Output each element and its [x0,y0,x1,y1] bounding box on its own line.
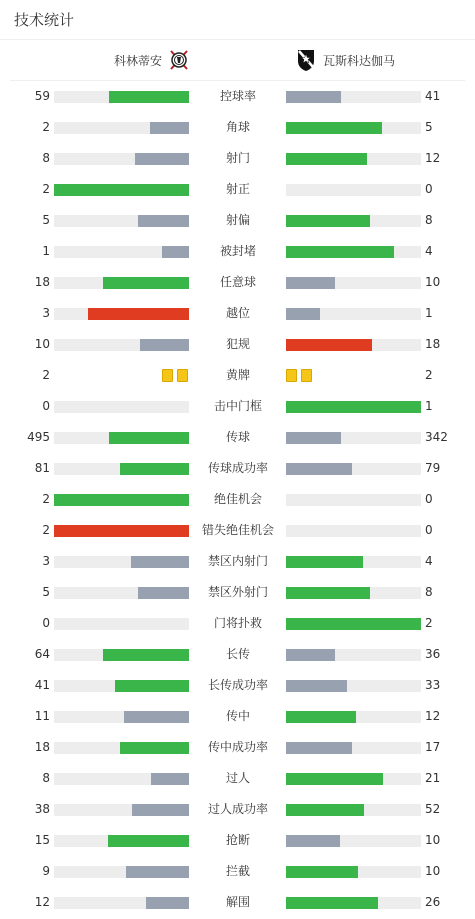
stat-row [0,639,475,670]
yellow-card-icon [301,369,312,382]
home-stat-bar [54,649,189,661]
home-stat-bar [54,773,189,785]
stat-row [0,577,475,608]
away-stat-bar-fill [286,153,367,165]
home-stat-value: 59 [34,89,50,103]
away-stat-bar-fill [286,556,363,568]
away-stat-value: 342 [425,430,448,444]
stat-label: 犯规 [225,337,250,351]
home-stat-bar [54,618,189,630]
home-stat-bar-fill [54,184,189,196]
away-stat-value: 2 [425,368,433,382]
home-stat-bar [54,804,189,816]
away-stat-bar [286,122,421,134]
away-stat-value: 1 [425,306,433,320]
away-stat-value: 4 [425,244,433,258]
stat-row [0,81,475,112]
stat-row [0,422,475,453]
stat-label: 错失绝佳机会 [201,523,274,537]
stat-row [0,794,475,825]
home-stat-bar [54,556,189,568]
away-stat-bar-fill [286,618,421,630]
away-stat-bar-fill [286,649,335,661]
home-stat-value: 2 [42,120,50,134]
stat-label: 被封堵 [219,244,256,258]
away-stat-bar-fill [286,432,341,444]
away-stat-bar-fill [286,680,347,692]
away-stat-bar-fill [286,587,370,599]
away-stat-bar [286,525,421,537]
home-stat-value: 0 [42,399,50,413]
stat-label: 长传成功率 [207,678,268,692]
stat-row [0,608,475,639]
home-stat-bar-fill [150,122,189,134]
away-stat-bar [286,649,421,661]
away-stat-value: 0 [425,492,433,506]
stat-row [0,701,475,732]
stat-label: 击中门框 [213,399,262,413]
home-stat-value: 3 [42,554,50,568]
home-stat-value: 5 [42,585,50,599]
home-stat-bar [54,866,189,878]
away-stat-value: 21 [425,771,441,785]
away-stat-bar-fill [286,866,358,878]
away-stat-bar [286,494,421,506]
home-stat-value: 64 [34,647,50,661]
away-stat-bar [286,773,421,785]
stat-row [0,763,475,794]
home-stat-bar-fill [115,680,189,692]
away-stat-bar [286,339,421,351]
home-stat-value: 3 [42,306,50,320]
yellow-card-icon [286,369,297,382]
home-stat-bar [54,680,189,692]
away-stat-bar-fill [286,835,340,847]
away-stat-bar [286,711,421,723]
away-stat-bar [286,153,421,165]
away-stat-bar [286,184,421,196]
page-title: 技术统计 [0,0,475,40]
home-stat-bar [54,401,189,413]
home-stat-bar [54,277,189,289]
home-stat-bar-fill [135,153,189,165]
home-stat-bar [54,711,189,723]
away-stat-bar [286,215,421,227]
home-stat-value: 2 [42,492,50,506]
home-yellow-cards [162,369,188,383]
away-stat-value: 10 [425,864,441,878]
home-stat-bar [54,463,189,475]
stat-label: 传球 [225,430,250,444]
home-stat-bar [54,122,189,134]
home-stat-value: 2 [42,182,50,196]
stat-label: 射正 [225,182,250,196]
home-stat-value: 15 [34,833,50,847]
away-team[interactable] [295,40,395,80]
home-stat-bar [54,91,189,103]
home-stat-bar-fill [109,432,189,444]
home-stat-bar-fill [54,494,189,506]
away-stat-value: 36 [425,647,441,661]
away-stat-value: 0 [425,523,433,537]
away-stat-value: 12 [425,709,441,723]
stat-label: 禁区内射门 [207,554,268,568]
away-stat-bar [286,246,421,258]
stat-row [0,205,475,236]
home-stat-bar [54,432,189,444]
stat-label: 禁区外射门 [207,585,268,599]
stat-row [0,391,475,422]
away-stat-bar [286,618,421,630]
stat-row [0,236,475,267]
home-stat-value: 5 [42,213,50,227]
home-stat-bar-fill [138,587,189,599]
home-stat-value: 18 [34,740,50,754]
home-stat-value: 2 [42,523,50,537]
away-stat-value: 52 [425,802,441,816]
stat-row [0,143,475,174]
stat-label: 传中成功率 [207,740,268,754]
away-stat-value: 2 [425,616,433,630]
yellow-card-icon [177,369,188,382]
stat-label: 门将扑救 [213,616,262,630]
home-stat-value: 0 [42,616,50,630]
away-stat-bar [286,835,421,847]
away-stat-value: 4 [425,554,433,568]
away-stat-value: 1 [425,399,433,413]
stat-row [0,887,475,918]
home-stat-value: 12 [34,895,50,909]
away-stat-bar-fill [286,308,320,320]
home-stat-bar-fill [120,463,189,475]
home-stat-bar [54,215,189,227]
home-stat-bar-fill [88,308,189,320]
home-stat-value: 8 [42,151,50,165]
home-stat-bar-fill [108,835,189,847]
away-stat-bar-fill [286,711,356,723]
away-stat-bar-fill [286,742,352,754]
away-stat-bar-fill [286,804,364,816]
home-stat-bar [54,184,189,196]
stat-label: 过人 [225,771,250,785]
away-stat-bar-fill [286,277,335,289]
stats-list [0,81,475,918]
home-stat-bar [54,835,189,847]
stat-row [0,174,475,205]
home-stat-bar-fill [131,556,189,568]
stat-label: 任意球 [219,275,256,289]
away-stat-bar [286,463,421,475]
away-stat-bar [286,742,421,754]
away-yellow-cards [286,369,312,383]
stat-row [0,484,475,515]
away-stat-bar-fill [286,897,378,909]
home-stat-value: 10 [34,337,50,351]
stat-row [0,825,475,856]
yellow-card-icon [162,369,173,382]
stat-row [0,112,475,143]
stat-row [0,670,475,701]
stat-label: 射偏 [225,213,250,227]
away-stat-value: 8 [425,585,433,599]
home-stat-bar-fill [140,339,189,351]
home-stat-bar [54,339,189,351]
home-stat-bar-fill [109,91,189,103]
away-stat-bar [286,897,421,909]
stat-label: 传球成功率 [207,461,268,475]
stat-row [0,732,475,763]
home-stat-bar [54,525,189,537]
home-stat-value: 11 [34,709,50,723]
stat-label: 绝佳机会 [213,492,262,506]
away-stat-value: 5 [425,120,433,134]
away-stat-value: 18 [425,337,441,351]
stat-row [0,329,475,360]
away-stat-bar [286,680,421,692]
home-stat-value: 9 [42,864,50,878]
stat-label: 传中 [225,709,250,723]
home-stat-value: 2 [42,368,50,382]
stat-label: 射门 [225,151,250,165]
stat-row [0,856,475,887]
stat-label: 控球率 [219,89,256,103]
away-stat-value: 10 [425,275,441,289]
stat-row [0,267,475,298]
home-stat-bar [54,742,189,754]
away-stat-bar [286,401,421,413]
away-stat-bar [286,866,421,878]
home-stat-bar-fill [151,773,189,785]
stat-row [0,298,475,329]
stat-label: 长传 [225,647,250,661]
away-stat-value: 12 [425,151,441,165]
away-stat-bar [286,804,421,816]
stat-label: 黄牌 [225,368,250,382]
away-stat-bar-fill [286,122,382,134]
home-stat-bar-fill [146,897,189,909]
stat-row [0,453,475,484]
away-stat-value: 79 [425,461,441,475]
stat-label: 过人成功率 [207,802,268,816]
home-stat-value: 1 [42,244,50,258]
home-stat-bar-fill [138,215,189,227]
away-stat-bar-fill [286,463,352,475]
home-stat-bar-fill [120,742,189,754]
away-stat-value: 0 [425,182,433,196]
away-stat-bar-fill [286,215,370,227]
home-team-name: 科林蒂安 [113,53,162,68]
home-stat-bar-fill [132,804,189,816]
stat-label: 角球 [225,120,250,134]
away-stat-value: 33 [425,678,441,692]
home-stat-bar-fill [124,711,189,723]
away-stat-value: 10 [425,833,441,847]
away-stat-bar-fill [286,401,421,413]
home-stat-bar-fill [162,246,189,258]
home-stat-bar-fill [103,649,189,661]
away-stat-bar [286,587,421,599]
stat-row [0,360,475,391]
home-stat-bar [54,153,189,165]
away-stat-value: 17 [425,740,441,754]
home-stat-bar-fill [126,866,189,878]
home-stat-value: 41 [34,678,50,692]
stat-row [0,546,475,577]
away-stat-bar-fill [286,246,394,258]
home-stat-bar [54,246,189,258]
away-team-crest-icon [295,48,317,72]
stat-label: 拦截 [225,864,250,878]
stat-label: 越位 [225,306,250,320]
home-stat-value: 18 [34,275,50,289]
stat-row [0,515,475,546]
away-stat-bar [286,556,421,568]
home-team[interactable] [114,40,190,80]
away-stat-bar-fill [286,91,341,103]
away-stat-bar [286,91,421,103]
home-stat-bar [54,308,189,320]
home-stat-bar [54,897,189,909]
teams-header [10,40,465,81]
home-team-crest-icon [168,48,190,72]
home-stat-bar [54,587,189,599]
away-stat-value: 41 [425,89,441,103]
away-stat-value: 26 [425,895,441,909]
away-stat-bar [286,432,421,444]
home-stat-bar-fill [54,525,189,537]
home-stat-value: 495 [27,430,50,444]
away-stat-bar [286,308,421,320]
home-stat-value: 38 [34,802,50,816]
away-stat-bar-fill [286,773,383,785]
away-team-name: 瓦斯科达伽马 [323,53,396,68]
away-stat-bar-fill [286,339,372,351]
away-stat-bar [286,277,421,289]
home-stat-bar [54,494,189,506]
stat-label: 抢断 [225,833,250,847]
away-stat-value: 8 [425,213,433,227]
stat-label: 解围 [225,895,250,909]
home-stat-value: 8 [42,771,50,785]
home-stat-value: 81 [34,461,50,475]
home-stat-bar-fill [103,277,189,289]
